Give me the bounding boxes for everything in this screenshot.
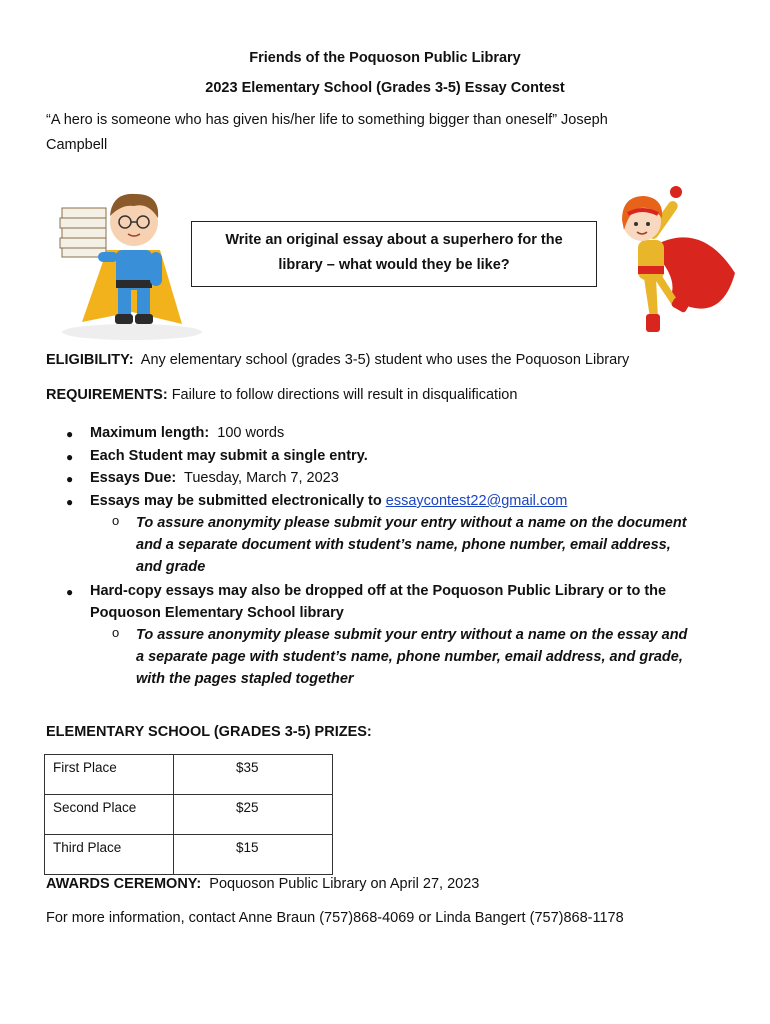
hardcopy-line: Hard-copy essays may also be dropped off at the Poquoson Public Library or to the xyxy=(90,583,667,599)
prompt-line-2: library – what would they be like? xyxy=(278,257,510,273)
bullet-dot: ● xyxy=(66,450,74,464)
list-item-bold: Each Student may submit a single entry. xyxy=(90,448,368,464)
note-line: and a separate document with student’s name, phone number, email address, xyxy=(136,537,671,553)
contest-title: 2023 Elementary School (Grades 3-5) Essay Contest xyxy=(205,80,565,96)
sub-bullet-marker: o xyxy=(112,625,120,640)
email-link[interactable]: essaycontest22@gmail.com xyxy=(385,493,568,509)
requirements-text: Failure to follow directions will result in disqualification xyxy=(171,387,518,403)
sub-bullet-marker: o xyxy=(112,513,120,528)
note-line: To assure anonymity please submit your entry without a name on the essay and xyxy=(136,627,688,643)
eligibility-label: ELIGIBILITY: xyxy=(46,352,134,368)
girl-superhero-illustration xyxy=(610,178,740,348)
hardcopy-line: Poquoson Elementary School library xyxy=(90,605,344,621)
requirements-line xyxy=(46,387,517,403)
eligibility-text: Any elementary school (grades 3-5) student who uses the Poquoson Library xyxy=(140,352,630,368)
essay-prompt-box xyxy=(191,221,597,287)
note-line: with the pages stapled together xyxy=(136,671,354,687)
bullet-dot: ● xyxy=(66,585,74,599)
ceremony-text: Poquoson Public Library on April 27, 2023 xyxy=(209,876,480,892)
table-row xyxy=(45,795,333,835)
prize-amount: $15 xyxy=(174,835,333,875)
requirements-label: REQUIREMENTS: xyxy=(46,387,168,403)
prize-amount: $25 xyxy=(174,795,333,835)
prize-place: Second Place xyxy=(45,795,174,835)
note-line: and grade xyxy=(136,559,206,575)
boy-superhero-illustration xyxy=(52,172,202,342)
prize-place: First Place xyxy=(45,755,174,795)
list-item-bold: Essays Due: xyxy=(90,470,177,486)
quote-line-1: “A hero is someone who has given his/her life to something bigger than oneself” Joseph xyxy=(46,112,608,128)
note-line: To assure anonymity please submit your entry without a name on the document xyxy=(136,515,687,531)
prompt-line-1: Write an original essay about a superhero for the xyxy=(225,232,563,248)
bullet-dot: ● xyxy=(66,472,74,486)
list-item-hardcopy xyxy=(90,580,730,624)
ceremony-line xyxy=(46,876,479,892)
list-item-bold: Maximum length: xyxy=(90,425,210,441)
list-item-text: 100 words xyxy=(217,425,285,441)
contact-line: For more information, contact Anne Braun (757)868-4069 or Linda Bangert (757)868-1178 xyxy=(46,910,624,926)
table-row xyxy=(45,755,333,795)
list-item-essays-due xyxy=(90,467,730,489)
list-item-electronic xyxy=(90,490,730,512)
anonymity-note-electronic xyxy=(136,512,726,578)
prize-amount: $35 xyxy=(174,755,333,795)
table-row xyxy=(45,835,333,875)
prizes-heading: ELEMENTARY SCHOOL (GRADES 3-5) PRIZES: xyxy=(46,724,372,740)
prizes-table xyxy=(44,754,333,875)
list-item-bold: Essays may be submitted electronically to xyxy=(90,493,382,509)
bullet-dot: ● xyxy=(66,427,74,441)
quote-line-2: Campbell xyxy=(46,137,108,153)
quote xyxy=(46,108,706,158)
prize-place: Third Place xyxy=(45,835,174,875)
bullet-dot: ● xyxy=(66,495,74,509)
note-line: a separate page with student’s name, phone number, email address, and grade, xyxy=(136,649,683,665)
anonymity-note-hardcopy xyxy=(136,624,726,690)
ceremony-label: AWARDS CEREMONY: xyxy=(46,876,202,892)
list-item-text: Tuesday, March 7, 2023 xyxy=(184,470,339,486)
eligibility-line xyxy=(46,352,629,368)
list-item-single-entry xyxy=(90,445,730,467)
org-title: Friends of the Poquoson Public Library xyxy=(249,50,521,66)
list-item-max-length xyxy=(90,422,730,444)
